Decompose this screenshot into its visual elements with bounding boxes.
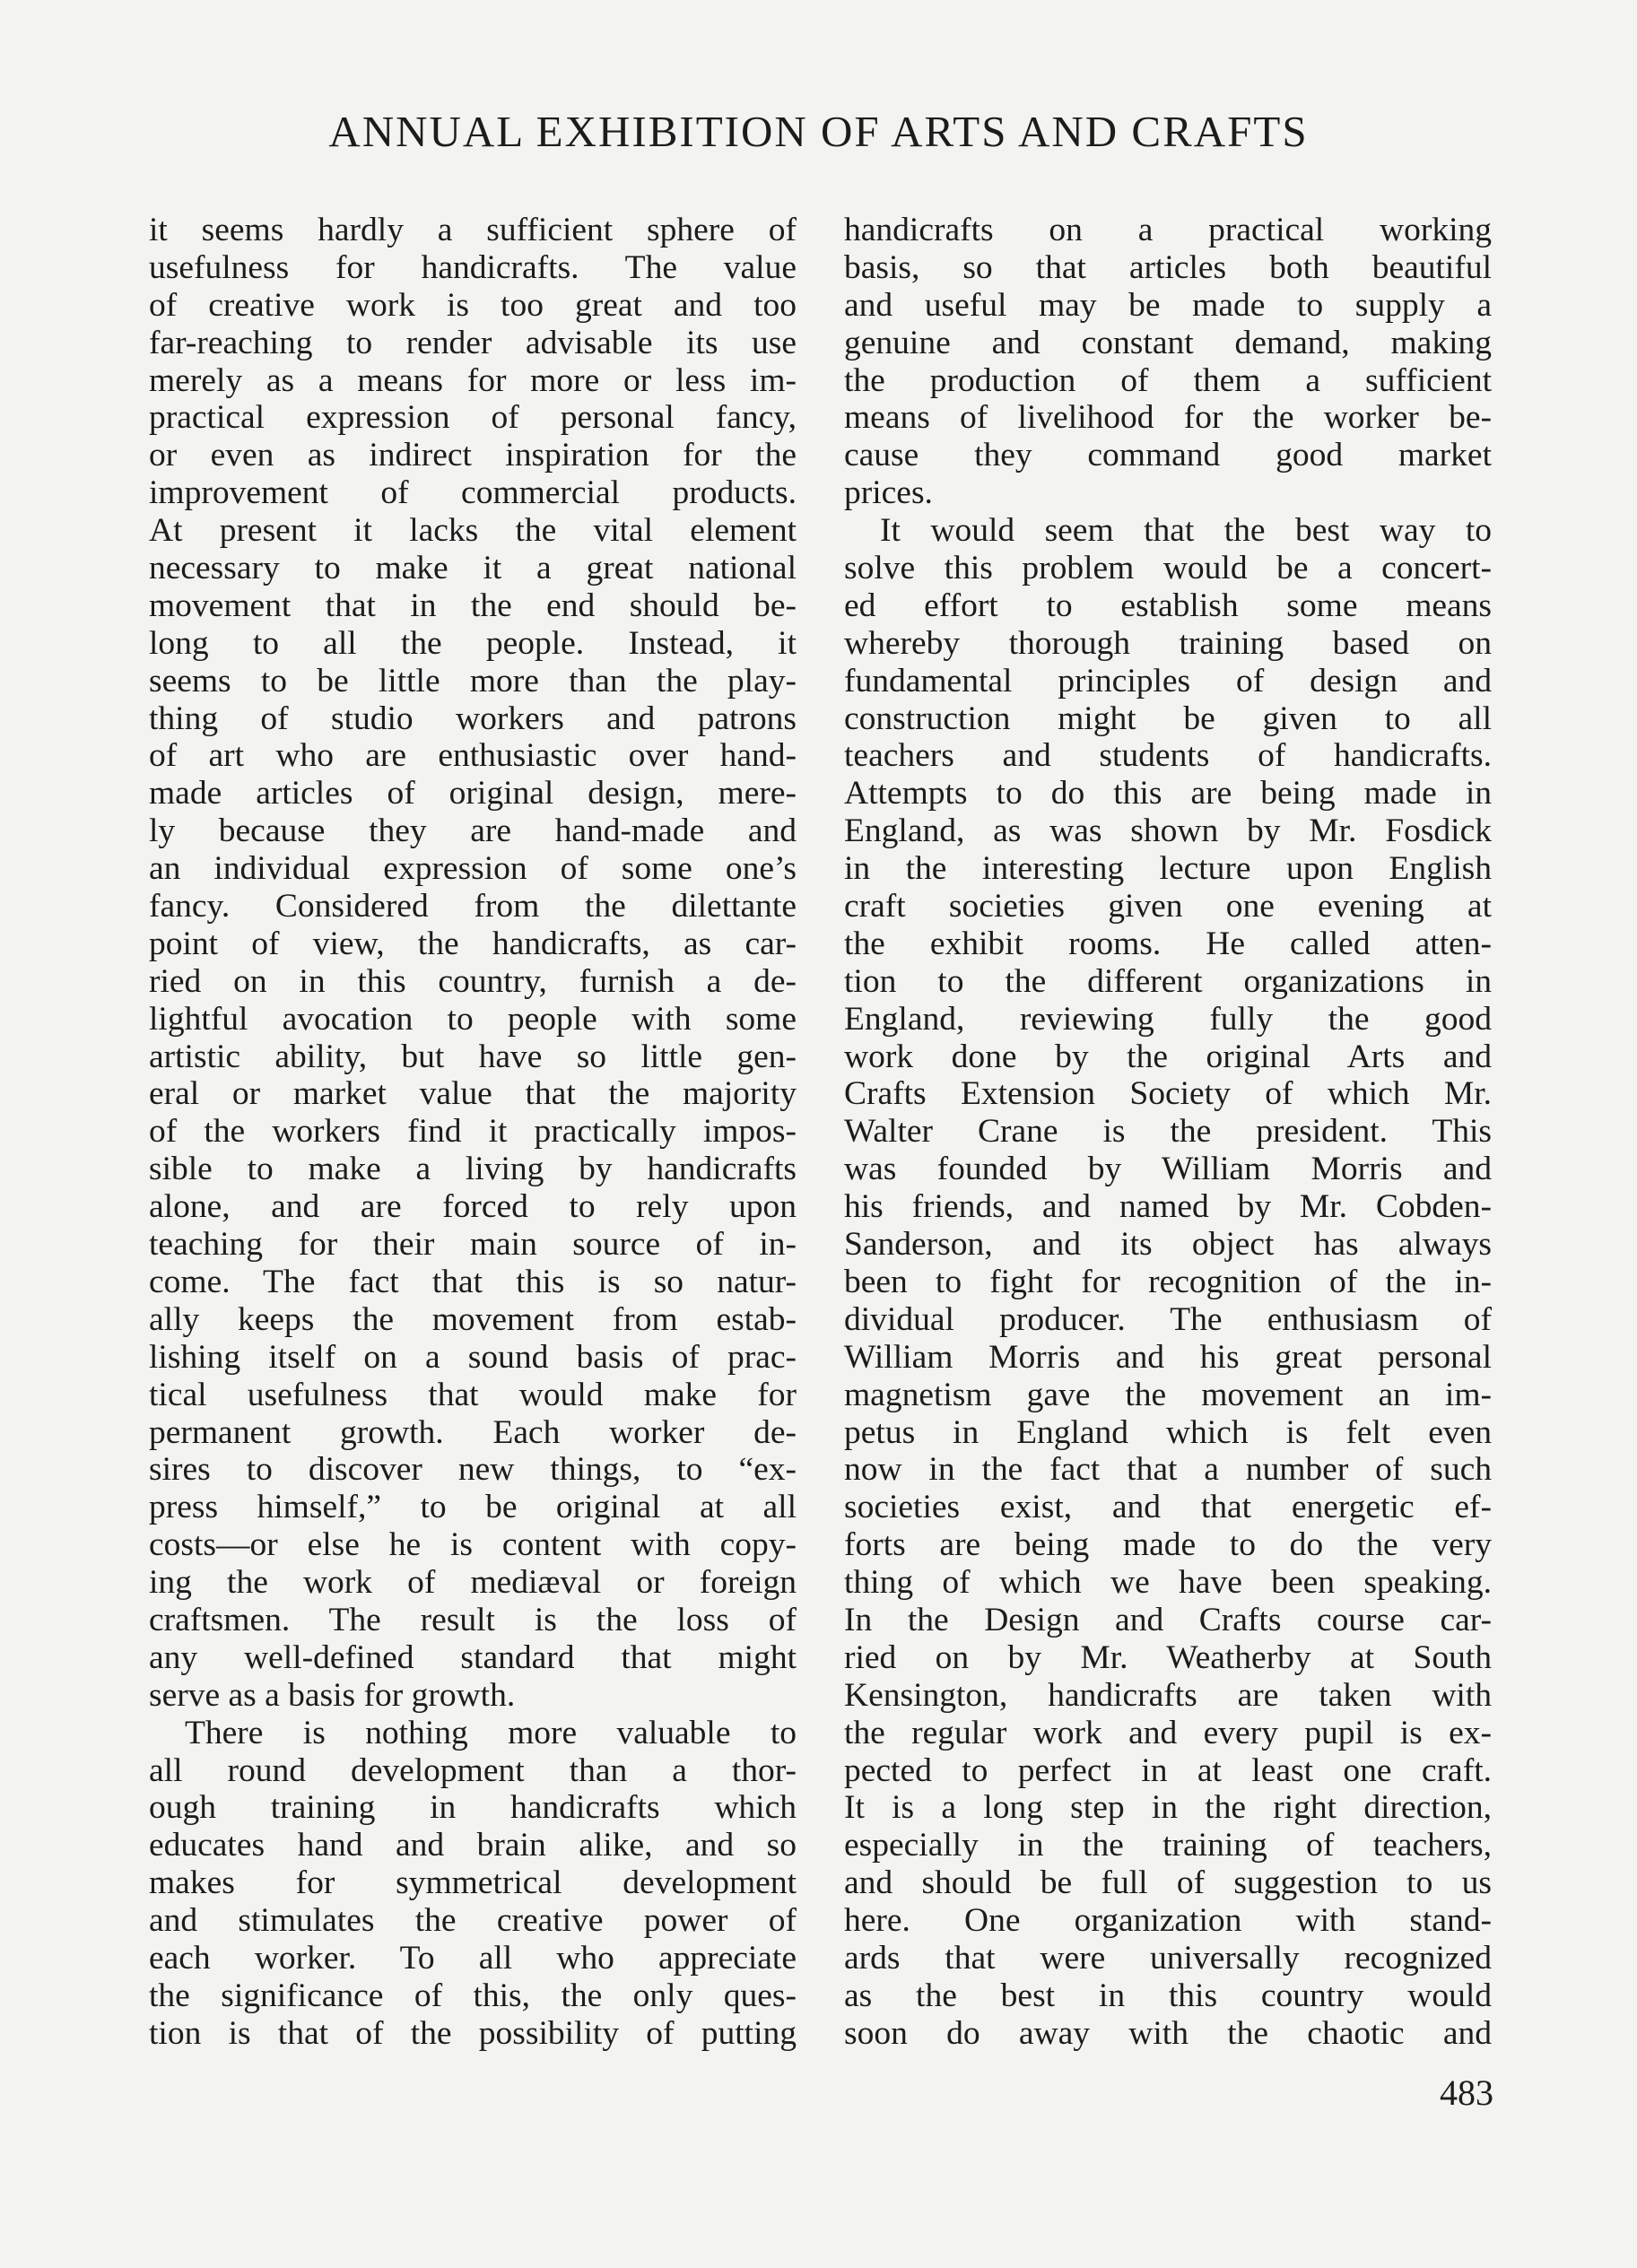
text-line: At present it lacks the vital element <box>149 512 797 550</box>
text-line: fancy. Considered from the dilettante <box>149 888 797 925</box>
text-line: press himself,” to be original at all <box>149 1489 797 1526</box>
text-line: the exhibit rooms. He called atten- <box>844 925 1492 962</box>
text-line: any well-defined standard that might <box>149 1638 797 1676</box>
text-line: ried on in this country, furnish a de- <box>149 962 797 1000</box>
text-line: practical expression of personal fancy, <box>149 399 797 437</box>
text-line: tion is that of the possibility of putting <box>149 2014 797 2052</box>
text-line: all round development than a thor- <box>149 1751 797 1789</box>
text-line: ing the work of mediæval or foreign <box>149 1564 797 1602</box>
text-line: ried on by Mr. Weatherby at South <box>844 1638 1492 1676</box>
text-line: ards that were universally recognized <box>844 1939 1492 1977</box>
text-line: It is a long step in the right direction, <box>844 1789 1492 1827</box>
text-line: basis, so that articles both beautiful <box>844 248 1492 286</box>
text-line: of the workers find it practically impos- <box>149 1113 797 1151</box>
text-line: prices. <box>844 474 933 512</box>
text-line: William Morris and his great personal <box>844 1338 1492 1376</box>
text-line: genuine and constant demand, making <box>844 324 1492 361</box>
text-line: dividual producer. The enthusiasm of <box>844 1300 1492 1338</box>
text-line: and useful may be made to supply a <box>844 286 1492 324</box>
text-line: was founded by William Morris and <box>844 1151 1492 1188</box>
text-line: Sanderson, and its object has always <box>844 1226 1492 1264</box>
text-line: alone, and are forced to rely upon <box>149 1188 797 1226</box>
text-line: usefulness for handicrafts. The value <box>149 248 797 286</box>
text-line: or even as indirect inspiration for the <box>149 437 797 474</box>
text-line: Attempts to do this are being made in <box>844 775 1492 812</box>
text-line: seems to be little more than the play- <box>149 662 797 700</box>
text-line: of art who are enthusiastic over hand- <box>149 737 797 775</box>
text-line: petus in England which is felt even <box>844 1413 1492 1451</box>
page-title: ANNUAL EXHIBITION OF ARTS AND CRAFTS <box>328 107 1309 156</box>
text-line: forts are being made to do the very <box>844 1526 1492 1564</box>
text-line: here. One organization with stand- <box>844 1902 1492 1940</box>
text-line: solve this problem would be a concert- <box>844 550 1492 587</box>
text-line: his friends, and named by Mr. Cobden- <box>844 1188 1492 1226</box>
text-line: craft societies given one evening at <box>844 888 1492 925</box>
text-line: thing of which we have been speaking. <box>844 1564 1492 1602</box>
text-line: tion to the different organizations in <box>844 962 1492 1000</box>
text-line: cause they command good market <box>844 437 1492 474</box>
text-line: Kensington, handicrafts are taken with <box>844 1676 1492 1714</box>
text-line: educates hand and brain alike, and so <box>149 1827 797 1864</box>
text-line: as the best in this country would <box>844 1977 1492 2014</box>
text-line: lishing itself on a sound basis of prac- <box>149 1338 797 1376</box>
text-line: merely as a means for more or less im- <box>149 361 797 399</box>
text-line: teachers and students of handicrafts. <box>844 737 1492 775</box>
text-line: the significance of this, the only ques- <box>149 1977 797 2014</box>
page-number: 483 <box>1440 2072 1493 2113</box>
text-line: In the Design and Crafts course car- <box>844 1601 1492 1638</box>
text-line: ough training in handicrafts which <box>149 1789 797 1827</box>
text-line: eral or market value that the majority <box>149 1075 797 1113</box>
text-line: the production of them a sufficient <box>844 361 1492 399</box>
text-line: necessary to make it a great national <box>149 550 797 587</box>
text-line: tical usefulness that would make for <box>149 1376 797 1413</box>
text-line: artistic ability, but have so little gen- <box>149 1038 797 1075</box>
text-line: pected to perfect in at least one craft. <box>844 1751 1492 1789</box>
text-line: soon do away with the chaotic and <box>844 2014 1492 2052</box>
text-line: point of view, the handicrafts, as car- <box>149 925 797 962</box>
text-line: of creative work is too great and too <box>149 286 797 324</box>
text-line: an individual expression of some one’s <box>149 850 797 888</box>
text-line: made articles of original design, mere- <box>149 775 797 812</box>
text-line: magnetism gave the movement an im- <box>844 1376 1492 1413</box>
text-line: movement that in the end should be- <box>149 587 797 624</box>
text-line: come. The fact that this is so natur- <box>149 1263 797 1300</box>
text-line: and stimulates the creative power of <box>149 1902 797 1940</box>
text-line: costs—or else he is content with copy- <box>149 1526 797 1564</box>
text-line: Crafts Extension Society of which Mr. <box>844 1075 1492 1113</box>
text-line: England, reviewing fully the good <box>844 1000 1492 1038</box>
text-line: teaching for their main source of in- <box>149 1226 797 1264</box>
text-line: ally keeps the movement from estab- <box>149 1300 797 1338</box>
text-line: England, as was shown by Mr. Fosdick <box>844 812 1492 850</box>
left-text-column <box>149 212 797 2053</box>
text-line: sires to discover new things, to “ex- <box>149 1451 797 1489</box>
text-line: especially in the training of teachers, <box>844 1827 1492 1864</box>
text-line: improvement of commercial products. <box>149 474 797 512</box>
text-line: It would seem that the best way to <box>880 512 1492 550</box>
text-line: Walter Crane is the president. This <box>844 1113 1492 1151</box>
text-line: sible to make a living by handicrafts <box>149 1151 797 1188</box>
text-line: craftsmen. The result is the loss of <box>149 1601 797 1638</box>
text-line: There is nothing more valuable to <box>185 1714 797 1751</box>
text-line: makes for symmetrical development <box>149 1864 797 1902</box>
text-line: handicrafts on a practical working <box>844 212 1492 248</box>
text-line: the regular work and every pupil is ex- <box>844 1714 1492 1751</box>
text-line: construction might be given to all <box>844 700 1492 737</box>
text-line: in the interesting lecture upon English <box>844 850 1492 888</box>
text-line: thing of studio workers and patrons <box>149 700 797 737</box>
text-line: whereby thorough training based on <box>844 624 1492 662</box>
text-line: been to fight for recognition of the in- <box>844 1263 1492 1300</box>
text-line: lightful avocation to people with some <box>149 1000 797 1038</box>
text-line: now in the fact that a number of such <box>844 1451 1492 1489</box>
text-line: ed effort to establish some means <box>844 587 1492 624</box>
text-line: permanent growth. Each worker de- <box>149 1413 797 1451</box>
right-text-column <box>844 212 1492 2053</box>
text-line: serve as a basis for growth. <box>149 1676 516 1714</box>
text-line: it seems hardly a sufficient sphere of <box>149 212 797 248</box>
text-line: fundamental principles of design and <box>844 662 1492 700</box>
text-line: long to all the people. Instead, it <box>149 624 797 662</box>
text-line: each worker. To all who appreciate <box>149 1939 797 1977</box>
text-line: and should be full of suggestion to us <box>844 1864 1492 1902</box>
text-line: work done by the original Arts and <box>844 1038 1492 1075</box>
text-line: far-reaching to render advisable its use <box>149 324 797 361</box>
text-line: societies exist, and that energetic ef- <box>844 1489 1492 1526</box>
text-line: ly because they are hand-made and <box>149 812 797 850</box>
text-line: means of livelihood for the worker be- <box>844 399 1492 437</box>
